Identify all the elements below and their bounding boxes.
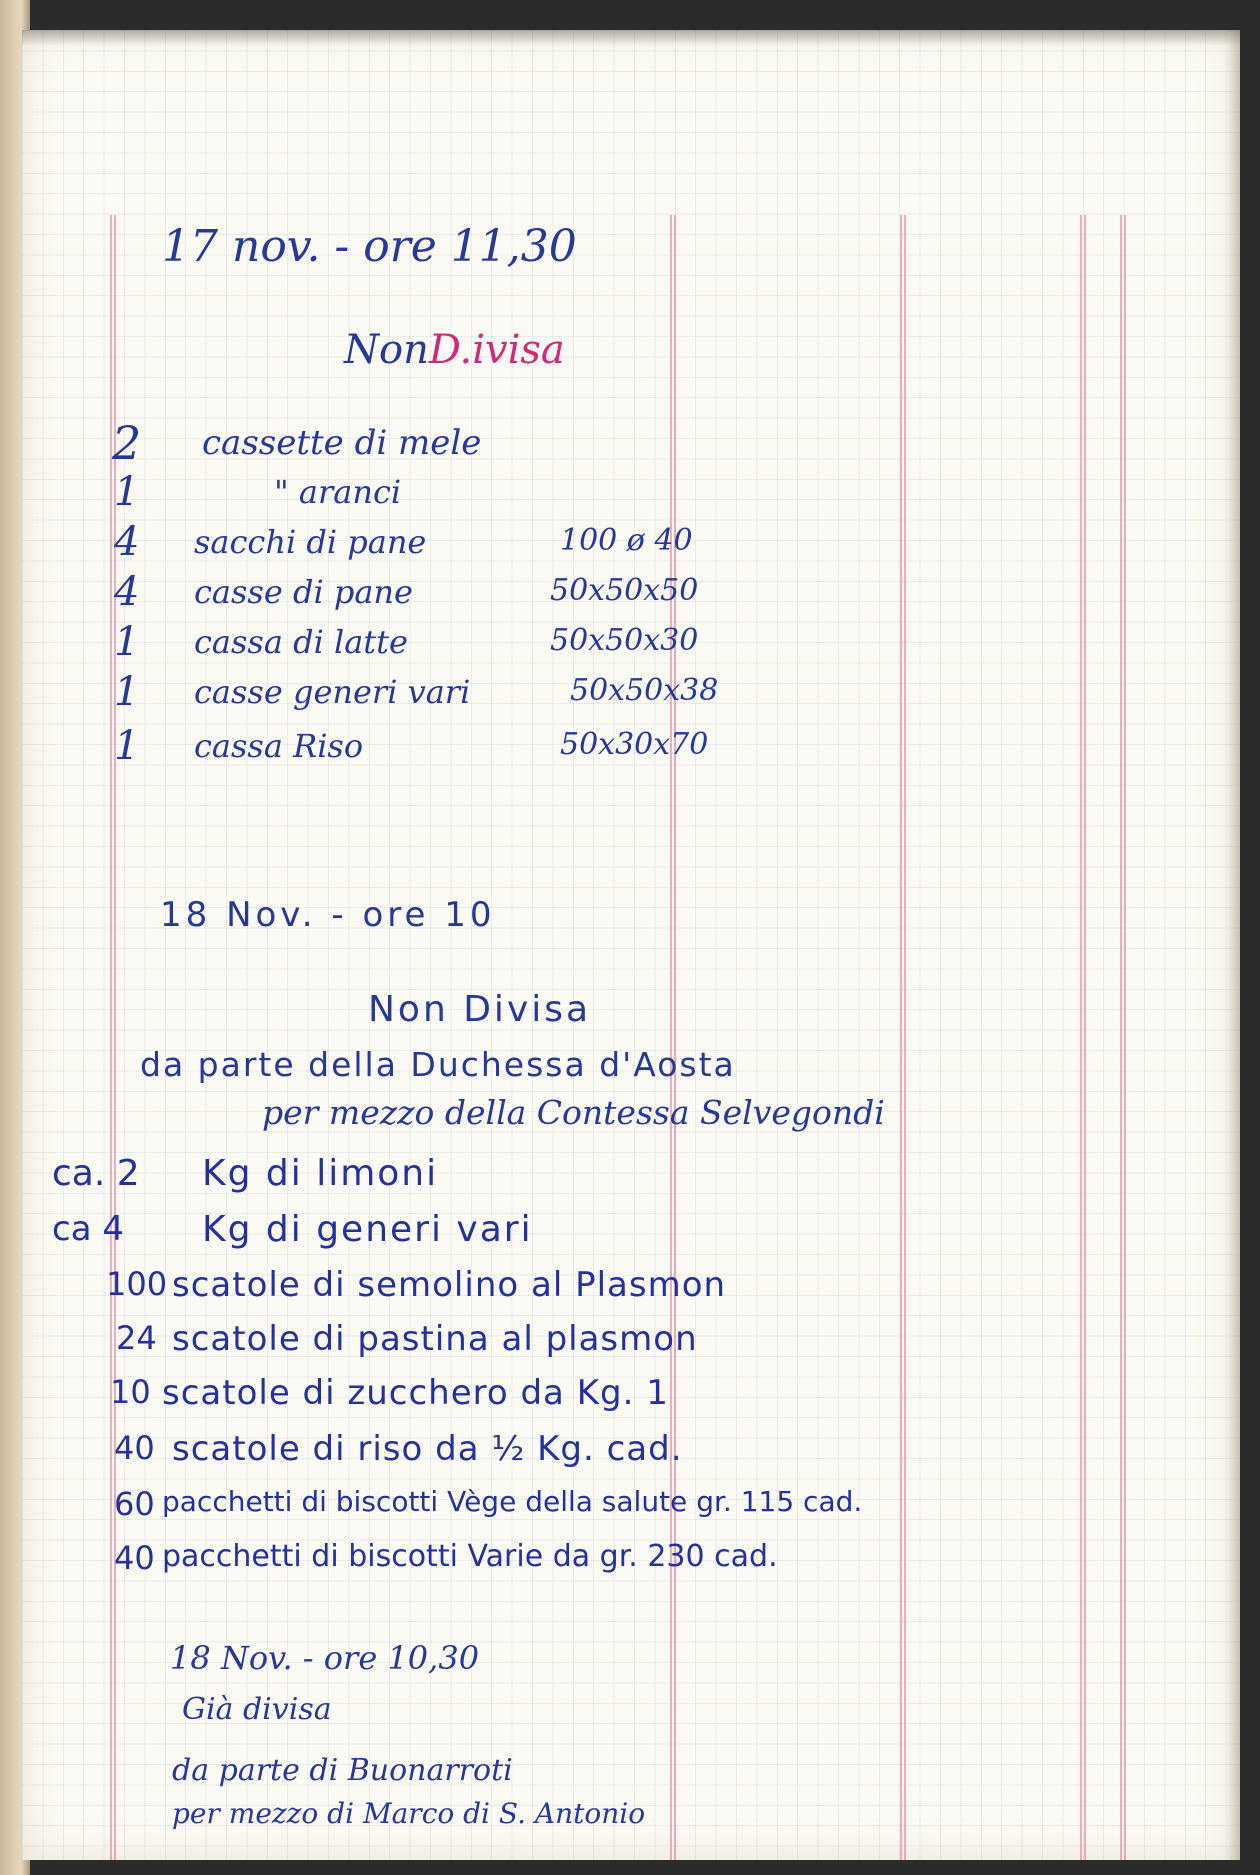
column-line <box>670 215 672 1860</box>
entry-status <box>344 327 565 373</box>
item-quantity: 10 <box>110 1373 151 1411</box>
item-quantity: 100 <box>106 1265 168 1303</box>
item-description: casse di pane <box>194 573 413 611</box>
status-word-not: Non <box>344 327 429 373</box>
item-quantity: ca. 2 <box>52 1153 140 1194</box>
item-description: Kg di generi vari <box>202 1209 533 1250</box>
item-quantity: 40 <box>114 1539 155 1577</box>
item-quantity: ca 4 <box>52 1209 124 1249</box>
item-dimensions: 50x30x70 <box>560 727 709 762</box>
item-dimensions: 50x50x50 <box>550 573 699 608</box>
item-description: scatole di riso da ½ Kg. cad. <box>172 1429 683 1469</box>
item-description: cassette di mele <box>202 423 482 463</box>
entry-date-time: 18 Nov. - ore 10,30 <box>170 1639 480 1677</box>
entry-date-time: 18 Nov. - ore 10 <box>160 895 496 935</box>
item-quantity: 1 <box>114 469 140 515</box>
item-description: scatole di pastina al plasmon <box>172 1319 698 1359</box>
column-line <box>1124 215 1126 1860</box>
entry-status: Non Divisa <box>368 989 592 1030</box>
item-description: " aranci <box>274 473 402 511</box>
notebook-page <box>22 30 1240 1860</box>
column-line <box>900 215 902 1860</box>
item-quantity: 4 <box>114 569 140 615</box>
entry-source: da parte di Buonarroti <box>172 1753 513 1788</box>
column-line <box>674 215 676 1860</box>
item-dimensions: 50x50x38 <box>570 673 719 708</box>
item-description: pacchetti di biscotti Varie da gr. 230 cad. <box>162 1539 778 1574</box>
item-quantity: 1 <box>114 669 140 715</box>
item-description: cassa Riso <box>194 727 364 765</box>
status-word-divided: D.ivisa <box>428 327 565 373</box>
item-quantity: 24 <box>116 1319 157 1357</box>
item-quantity: 4 <box>114 519 140 565</box>
page-right-edge <box>1226 30 1240 1860</box>
entry-status: Già divisa <box>182 1692 332 1727</box>
item-description: casse generi vari <box>194 673 471 711</box>
entry-intermediary: per mezzo della Contessa Selvegondi <box>262 1093 885 1132</box>
column-line <box>1080 215 1082 1860</box>
item-description: scatole di zucchero da Kg. 1 <box>162 1373 669 1413</box>
page-top-shadow <box>22 30 1240 46</box>
entry-source: da parte della Duchessa d'Aosta <box>140 1045 736 1084</box>
item-dimensions: 100 ø 40 <box>560 523 693 558</box>
item-dimensions: 50x50x30 <box>550 623 699 658</box>
item-quantity: 1 <box>114 619 140 665</box>
item-quantity: 1 <box>114 723 140 769</box>
item-description: sacchi di pane <box>194 523 427 561</box>
column-line <box>1120 215 1122 1860</box>
item-description: scatole di semolino al Plasmon <box>172 1265 727 1305</box>
item-quantity: 60 <box>114 1485 155 1523</box>
entry-intermediary: per mezzo di Marco di S. Antonio <box>172 1797 646 1830</box>
item-description: cassa di latte <box>194 623 408 661</box>
item-description: Kg di limoni <box>202 1153 439 1194</box>
entry-date-time: 17 nov. - ore 11,30 <box>162 221 577 272</box>
item-quantity: 40 <box>114 1429 155 1467</box>
column-line <box>1084 215 1086 1860</box>
item-description: pacchetti di biscotti Vège della salute gr. 115 cad. <box>162 1485 863 1518</box>
item-quantity: 2 <box>112 416 142 470</box>
column-line <box>904 215 906 1860</box>
